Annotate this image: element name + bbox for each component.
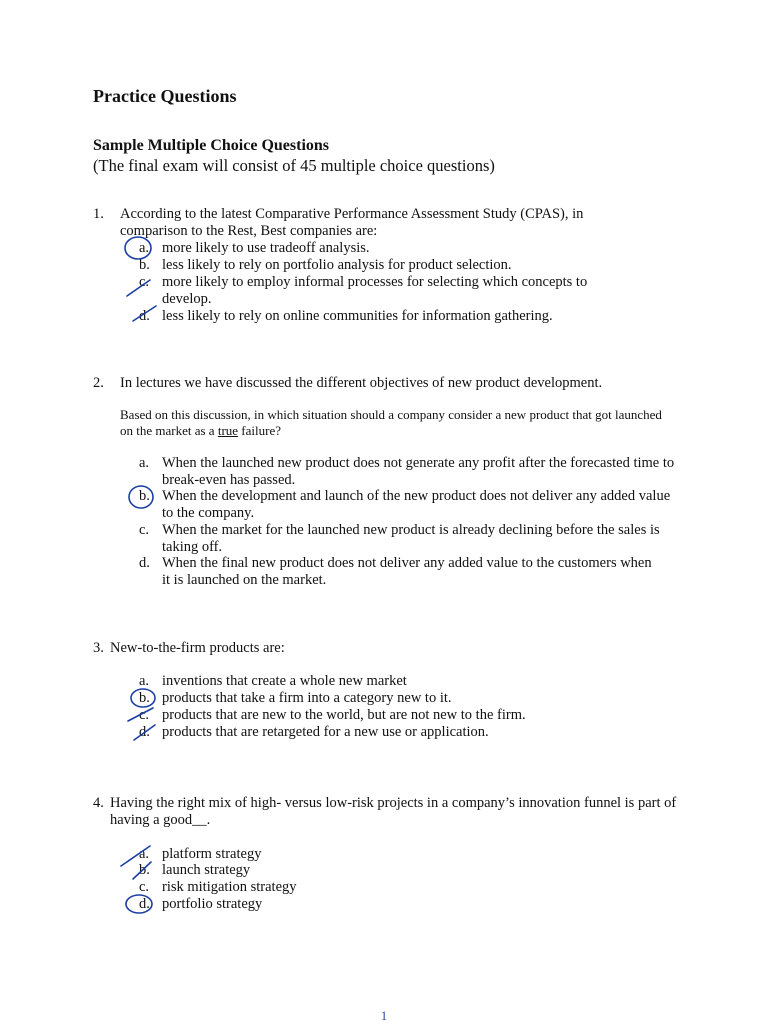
option-text: products that take a firm into a category new to it. [162, 690, 452, 706]
section-note: (The final exam will consist of 45 multiple choice questions) [93, 156, 495, 175]
option-letter: c. [139, 879, 150, 895]
option-letter: a. [139, 455, 150, 471]
question-number: 4. [93, 795, 104, 811]
question-number: 1. [93, 206, 104, 222]
option-letter: d. [139, 555, 150, 571]
question-text: According to the latest Comparative Performance Assessment Study (CPAS), in comparison to the Rest, Best companies are: [120, 206, 584, 239]
option-text: When the market for the launched new product is already declining before the sales is taking off. [162, 522, 660, 555]
option-letter: a. [139, 846, 150, 862]
option-text: risk mitigation strategy [162, 879, 297, 895]
page-title: Practice Questions [93, 86, 237, 106]
option-text: inventions that create a whole new market [162, 673, 407, 689]
option-text: more likely to employ informal processes for selecting which concepts to develop. [162, 274, 588, 307]
option-text: platform strategy [162, 846, 262, 862]
question-number: 2. [93, 375, 104, 391]
question-text: In lectures we have discussed the different objectives of new product development. [120, 375, 603, 391]
option-letter: b. [139, 488, 150, 504]
question-number: 3. [93, 640, 104, 656]
option-text: more likely to use tradeoff analysis. [162, 240, 370, 256]
question-text: New-to-the-firm products are: [110, 640, 285, 656]
option-letter: c. [139, 707, 150, 723]
option-text: When the launched new product does not generate any profit after the forecasted time to break-even has passed. [162, 455, 675, 488]
option-text: When the development and launch of the new product does not deliver any added value to the company. [162, 488, 671, 521]
question-text: Having the right mix of high- versus low-risk projects in a company’s innovation funnel is part of having a good__. [110, 795, 677, 828]
option-text: products that are retargeted for a new use or application. [162, 724, 489, 740]
option-letter: a. [139, 240, 150, 256]
option-text: launch strategy [162, 862, 251, 878]
option-text: less likely to rely on portfolio analysis for product selection. [162, 257, 512, 273]
option-letter: c. [139, 522, 150, 538]
option-letter: b. [139, 862, 150, 878]
option-text: less likely to rely on online communities for information gathering. [162, 308, 553, 324]
page-number: 1 [380, 1008, 388, 1023]
option-letter: d. [139, 724, 150, 740]
option-text: products that are new to the world, but are not new to the firm. [162, 707, 526, 723]
option-text: portfolio strategy [162, 896, 263, 912]
section-title: Sample Multiple Choice Questions [93, 137, 330, 154]
option-letter: a. [139, 673, 150, 689]
question-context: Based on this discussion, in which situation should a company consider a new product that got launched on the market as a true failure? [120, 407, 662, 438]
option-letter: d. [139, 896, 150, 912]
option-text: When the final new product does not deliver any added value to the customers when it is launched on the market. [162, 555, 652, 588]
option-letter: b. [139, 690, 150, 706]
option-letter: d. [139, 308, 150, 324]
option-letter: b. [139, 257, 150, 273]
option-letter: c. [139, 274, 150, 290]
